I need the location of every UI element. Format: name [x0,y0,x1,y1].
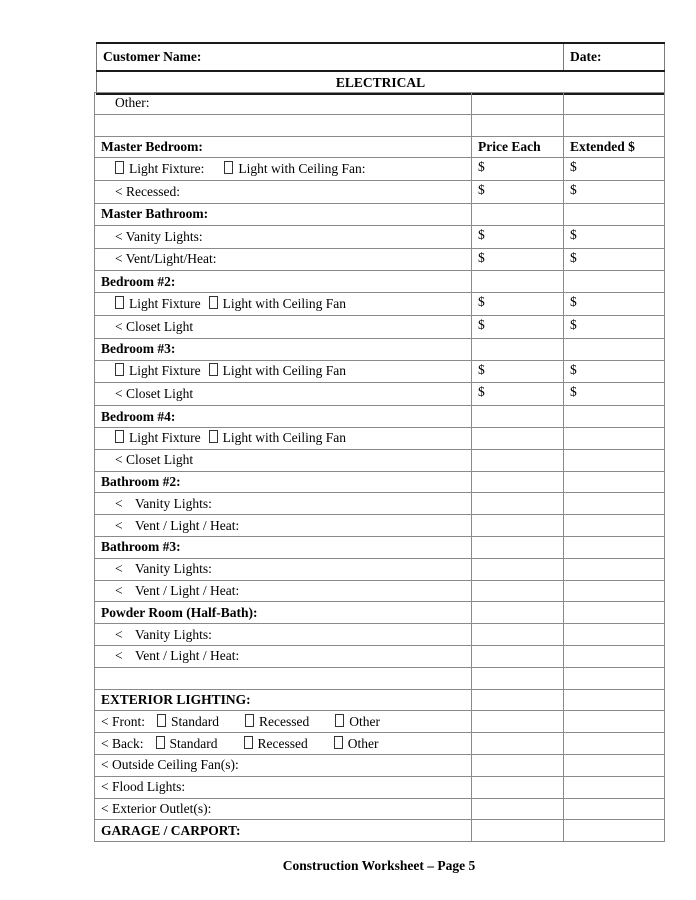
extended-cell[interactable] [564,93,665,115]
extended-cell[interactable] [564,776,665,798]
extended-cell[interactable] [564,645,665,667]
option-light-fixture: Light Fixture [129,363,201,379]
page-footer [0,858,696,874]
price-cell[interactable] [472,689,564,711]
option-recessed: Recessed [259,713,310,729]
bullet-icon: < [115,517,123,533]
exterior-lighting-heading: EXTERIOR LIGHTING: [95,689,472,711]
bullet-icon: < [115,452,123,468]
recessed-label: Recessed: [126,184,180,200]
price-cell[interactable] [472,406,564,428]
price-cell[interactable] [472,602,564,624]
extended-cell[interactable] [564,114,665,136]
checkbox-icon[interactable] [115,161,124,174]
checkbox-icon[interactable] [115,363,124,376]
price-cell[interactable] [472,580,564,602]
table-row [95,798,665,820]
table-row [95,203,665,225]
table-row [95,315,665,338]
extended-cell[interactable]: $ [564,293,665,316]
extended-cell[interactable] [564,580,665,602]
table-row [95,645,665,667]
extended-cell[interactable] [564,711,665,733]
table-row [95,136,665,158]
extended-cell[interactable]: $ [564,225,665,248]
extended-cell[interactable]: $ [564,158,665,181]
vent-light-heat-label: Vent / Light / Heat: [135,648,240,664]
price-cell[interactable]: $ [472,181,564,204]
price-cell[interactable]: $ [472,293,564,316]
price-cell[interactable] [472,558,564,580]
bathroom-2-heading: Bathroom #2: [95,471,472,493]
electrical-table [94,92,665,842]
option-standard: Standard [169,735,218,751]
price-cell[interactable]: $ [472,315,564,338]
extended-cell[interactable] [564,493,665,515]
bullet-icon: < [115,318,123,334]
extended-cell[interactable] [564,798,665,820]
section-title: ELECTRICAL [97,71,665,94]
table-row [95,293,665,316]
customer-name-field[interactable] [97,43,564,71]
price-cell[interactable] [472,536,564,558]
table-row [95,360,665,383]
table-row [95,248,665,271]
checkbox-icon[interactable] [157,714,166,727]
price-cell[interactable] [472,798,564,820]
option-standard: Standard [171,713,220,729]
option-other: Other [347,735,379,751]
bedroom-2-heading: Bedroom #2: [95,271,472,293]
table-row [95,558,665,580]
outside-ceiling-fans-label: Outside Ceiling Fan(s): [112,757,239,773]
table-row [95,225,665,248]
price-cell[interactable] [472,427,564,449]
extended-cell[interactable] [564,515,665,537]
checkbox-icon[interactable] [156,736,165,749]
vanity-lights-label: Vanity Lights: [125,228,203,244]
bullet-icon: < [101,800,109,816]
bedroom-3-heading: Bedroom #3: [95,338,472,360]
checkbox-icon[interactable] [209,430,218,443]
extended-cell[interactable] [564,733,665,755]
back-label: Back: [112,735,144,751]
bathroom-3-heading: Bathroom #3: [95,536,472,558]
bullet-icon: < [115,184,123,200]
extended-cell[interactable] [564,820,665,842]
flood-lights-label: Flood Lights: [112,779,186,795]
extended-cell[interactable]: $ [564,181,665,204]
extended-cell[interactable] [564,449,665,471]
price-cell[interactable] [472,515,564,537]
price-cell[interactable] [472,645,564,667]
extended-cell[interactable] [564,624,665,646]
extended-cell[interactable] [564,754,665,776]
closet-light-label: Closet Light [126,386,194,402]
table-row [95,820,665,842]
table-row [95,383,665,406]
extended-cell[interactable] [564,427,665,449]
checkbox-icon[interactable] [245,714,254,727]
table-row [95,536,665,558]
date-field[interactable] [564,43,665,71]
price-cell[interactable] [472,493,564,515]
table-row [95,754,665,776]
extended-cell[interactable] [564,667,665,689]
price-cell[interactable] [472,754,564,776]
date-label: Date: [570,49,602,64]
front-label: Front: [112,713,146,729]
price-cell[interactable]: $ [472,158,564,181]
table-row [95,158,665,181]
table-row [95,624,665,646]
price-cell[interactable] [472,733,564,755]
option-light-fixture: Light Fixture: [129,161,205,177]
table-row [95,271,665,293]
vanity-lights-label: Vanity Lights: [135,626,212,642]
table-row [95,515,665,537]
table-row [95,580,665,602]
bullet-icon: < [101,757,109,773]
extended-cell[interactable] [564,558,665,580]
price-each-header: Price Each [472,136,564,158]
extended-cell[interactable] [564,203,665,225]
option-light-fixture: Light Fixture [129,430,201,446]
price-cell[interactable] [472,203,564,225]
vent-light-heat-label: Vent / Light / Heat: [135,582,240,598]
garage-carport-heading: GARAGE / CARPORT: [95,820,472,842]
vent-light-heat-label: Vent/Light/Heat: [125,251,217,267]
table-row [95,776,665,798]
checkbox-icon[interactable] [244,736,253,749]
bullet-icon: < [115,582,123,598]
blank-cell[interactable] [95,667,472,689]
vent-light-heat-label: Vent / Light / Heat: [135,517,240,533]
price-cell[interactable] [472,93,564,115]
table-row [95,493,665,515]
blank-cell[interactable] [95,114,472,136]
option-light-fixture: Light Fixture [129,296,201,312]
extended-cell[interactable]: $ [564,315,665,338]
closet-light-label: Closet Light [126,318,194,334]
option-light-ceiling-fan: Light with Ceiling Fan [222,430,346,446]
price-cell[interactable]: $ [472,248,564,271]
master-bathroom-heading: Master Bathroom: [95,203,472,225]
extended-cell[interactable]: $ [564,248,665,271]
price-cell[interactable] [472,449,564,471]
table-row [95,338,665,360]
price-cell[interactable]: $ [472,383,564,406]
price-cell[interactable]: $ [472,225,564,248]
price-cell[interactable] [472,471,564,493]
bullet-icon: < [115,386,123,402]
extended-cell[interactable] [564,338,665,360]
bullet-icon: < [101,735,109,751]
price-cell[interactable]: $ [472,360,564,383]
option-light-ceiling-fan: Light with Ceiling Fan: [238,161,366,177]
price-cell[interactable] [472,711,564,733]
exterior-outlets-label: Exterior Outlet(s): [112,800,212,816]
table-row [95,471,665,493]
price-cell[interactable] [472,820,564,842]
extended-cell[interactable] [564,689,665,711]
bullet-icon: < [115,495,123,511]
vanity-lights-label: Vanity Lights: [135,495,212,511]
extended-cell[interactable]: $ [564,383,665,406]
table-row [95,114,665,136]
price-cell[interactable] [472,114,564,136]
powder-room-heading: Powder Room (Half-Bath): [95,602,472,624]
checkbox-icon[interactable] [115,296,124,309]
bullet-icon: < [101,779,109,795]
option-light-ceiling-fan: Light with Ceiling Fan [222,296,346,312]
checkbox-icon[interactable] [335,714,344,727]
master-bedroom-heading: Master Bedroom: [95,136,472,158]
bullet-icon: < [115,648,123,664]
table-row [95,181,665,204]
table-row [95,93,665,115]
extended-cell[interactable] [564,271,665,293]
other-label[interactable]: Other: [95,93,472,115]
footer-text: Construction Worksheet – Page 5 [282,858,476,873]
option-light-ceiling-fan: Light with Ceiling Fan [222,363,346,379]
table-row [95,602,665,624]
bullet-icon: < [115,626,123,642]
extended-cell[interactable] [564,406,665,428]
bullet-icon: < [115,228,123,244]
customer-name-label: Customer Name: [103,49,202,64]
extended-cell[interactable] [564,471,665,493]
checkbox-icon[interactable] [115,430,124,443]
checkbox-icon[interactable] [209,296,218,309]
table-row [95,689,665,711]
checkbox-icon[interactable] [224,161,233,174]
bedroom-4-heading: Bedroom #4: [95,406,472,428]
price-cell[interactable] [472,667,564,689]
table-row [95,711,665,733]
table-row [95,449,665,471]
table-row [95,667,665,689]
option-other: Other [349,713,380,729]
extended-cell[interactable]: $ [564,360,665,383]
bullet-icon: < [115,561,123,577]
price-cell[interactable] [472,624,564,646]
checkbox-icon[interactable] [334,736,343,749]
price-cell[interactable] [472,271,564,293]
extended-cell[interactable] [564,602,665,624]
closet-light-label: Closet Light [126,452,194,468]
table-row [95,427,665,449]
bullet-icon: < [101,713,109,729]
bullet-icon: < [115,251,123,267]
extended-cell[interactable] [564,536,665,558]
table-row [95,406,665,428]
extended-header: Extended $ [564,136,665,158]
header-box [96,42,665,95]
price-cell[interactable] [472,338,564,360]
option-recessed: Recessed [257,735,308,751]
price-cell[interactable] [472,776,564,798]
vanity-lights-label: Vanity Lights: [135,561,212,577]
checkbox-icon[interactable] [209,363,218,376]
table-row [95,733,665,755]
